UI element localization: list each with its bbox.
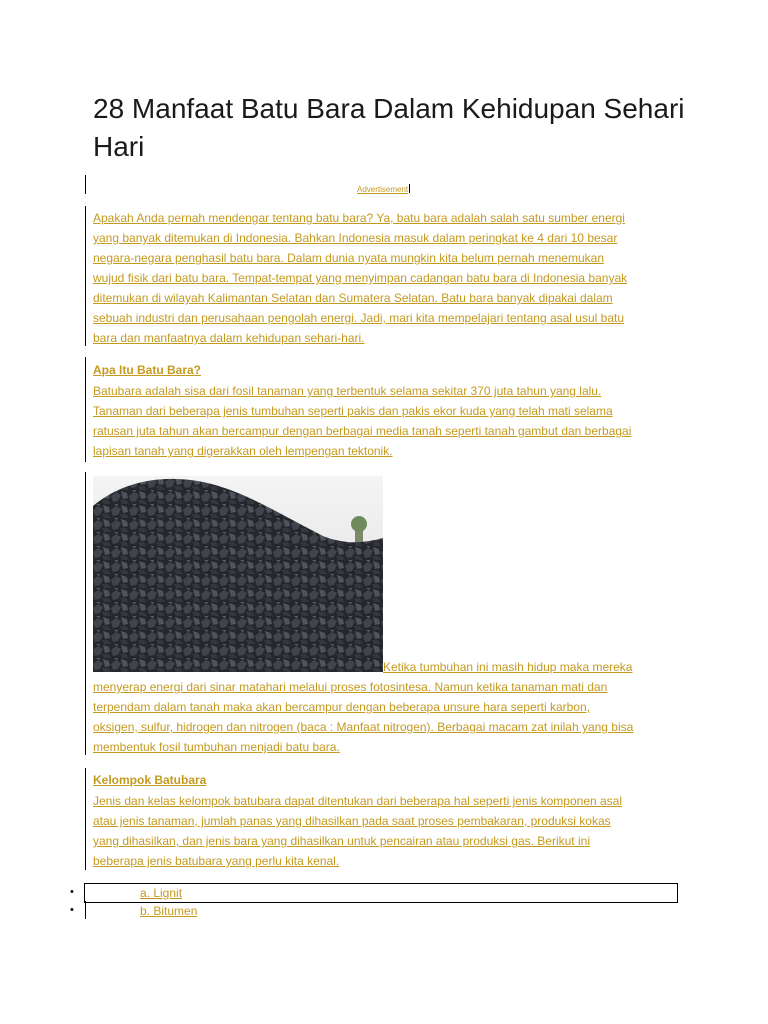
divider-line bbox=[85, 472, 86, 755]
bullet-icon: • bbox=[70, 904, 74, 916]
intro-line[interactable]: ditemukan di wilayah Kalimantan Selatan dan Sumatera Selatan. Batu bara banyak dipakai dalam bbox=[93, 291, 613, 305]
section1-paragraph[interactable] bbox=[93, 381, 678, 461]
section-heading-kelompok[interactable]: Kelompok Batubara bbox=[93, 773, 207, 787]
bullet-icon: • bbox=[70, 886, 74, 898]
divider-line bbox=[85, 357, 86, 462]
divider-line bbox=[85, 901, 86, 919]
page-title: 28 Manfaat Batu Bara Dalam Kehidupan Sehari Hari bbox=[93, 93, 685, 162]
advertisement-link[interactable]: Advertisement bbox=[357, 185, 409, 194]
intro-line[interactable]: negara-negara penghasil batu bara. Dalam dunia nyata mungkin kita belum pernah menemukan bbox=[93, 251, 604, 265]
coal-image[interactable] bbox=[93, 476, 383, 672]
divider-line bbox=[85, 206, 86, 346]
section3-line[interactable]: atau jenis tanaman, jumlah panas yang dihasilkan pada saat proses pembakaran, produksi kokas bbox=[93, 814, 611, 828]
intro-paragraph[interactable] bbox=[93, 208, 678, 348]
section-heading-apa-itu[interactable]: Apa Itu Batu Bara? bbox=[93, 363, 202, 377]
section3-line[interactable]: yang dihasilkan, dan jenis bara yang dihasilkan untuk pencairan atau produksi gas. Berikut ini bbox=[93, 834, 590, 848]
section2-line[interactable]: terpendam dalam tanah maka akan bercampur dengan beberapa unsure hara seperti karbon, bbox=[93, 700, 590, 714]
list-item-bitumen[interactable]: b. Bitumen bbox=[140, 904, 198, 918]
section3-paragraph[interactable] bbox=[93, 791, 678, 871]
text-caret bbox=[409, 184, 410, 193]
section3-line[interactable]: Jenis dan kelas kelompok batubara dapat ditentukan dari beberapa hal seperti jenis komponen asal bbox=[93, 794, 623, 808]
section3-line[interactable]: beberapa jenis batubara yang perlu kita kenal. bbox=[93, 854, 340, 868]
section1-line[interactable]: lapisan tanah yang digerakkan oleh lempengan tektonik. bbox=[93, 444, 393, 458]
section1-line[interactable]: ratusan juta tahun akan bercampur dengan berbagai media tanah seperti tanah gambut dan berbagai bbox=[93, 424, 632, 438]
section1-line[interactable]: Batubara adalah sisa dari fosil tanaman yang terbentuk selama sekitar 370 juta tahun yang lalu. bbox=[93, 384, 602, 398]
intro-line[interactable]: sebuah industri dan perusahaan pengolah energi. Jadi, mari kita mempelajari tentang asal usul batu bbox=[93, 311, 625, 325]
section2-line[interactable]: membentuk fosil tumbuhan menjadi batu bara. bbox=[93, 740, 340, 754]
list-item-lignit[interactable]: a. Lignit bbox=[140, 886, 183, 900]
section2-line[interactable]: oksigen, sulfur, hidrogen dan nitrogen (baca : Manfaat nitrogen). Berbagai macam zat inilah yang bisa bbox=[93, 720, 634, 734]
section1-line[interactable]: Tanaman dari beberapa jenis tumbuhan seperti pakis dan pakis ekor kuda yang telah mati selama bbox=[93, 404, 613, 418]
intro-line[interactable]: yang banyak ditemukan di Indonesia. Bahkan Indonesia masuk dalam peringkat ke 4 dari 10 besar bbox=[93, 231, 618, 245]
section2-first-line-wrap[interactable] bbox=[383, 657, 683, 677]
intro-line[interactable]: bara dan manfaatnya dalam kehidupan sehari-hari. bbox=[93, 331, 365, 345]
intro-line[interactable]: Apakah Anda pernah mendengar tentang batu bara? Ya, batu bara adalah salah satu sumber energi bbox=[93, 211, 625, 225]
divider-line bbox=[85, 768, 86, 870]
divider-line bbox=[85, 175, 86, 194]
section2-line[interactable]: Ketika tumbuhan ini masih hidup maka mereka bbox=[383, 660, 633, 674]
section2-line[interactable]: menyerap energi dari sinar matahari melalui proses fotosintesa. Namun ketika tanaman mati dan bbox=[93, 680, 608, 694]
section2-paragraph[interactable] bbox=[93, 677, 678, 757]
intro-line[interactable]: wujud fisik dari batu bara. Tempat-tempat yang menyimpan cadangan batu bara di Indonesia banyak bbox=[93, 271, 628, 285]
